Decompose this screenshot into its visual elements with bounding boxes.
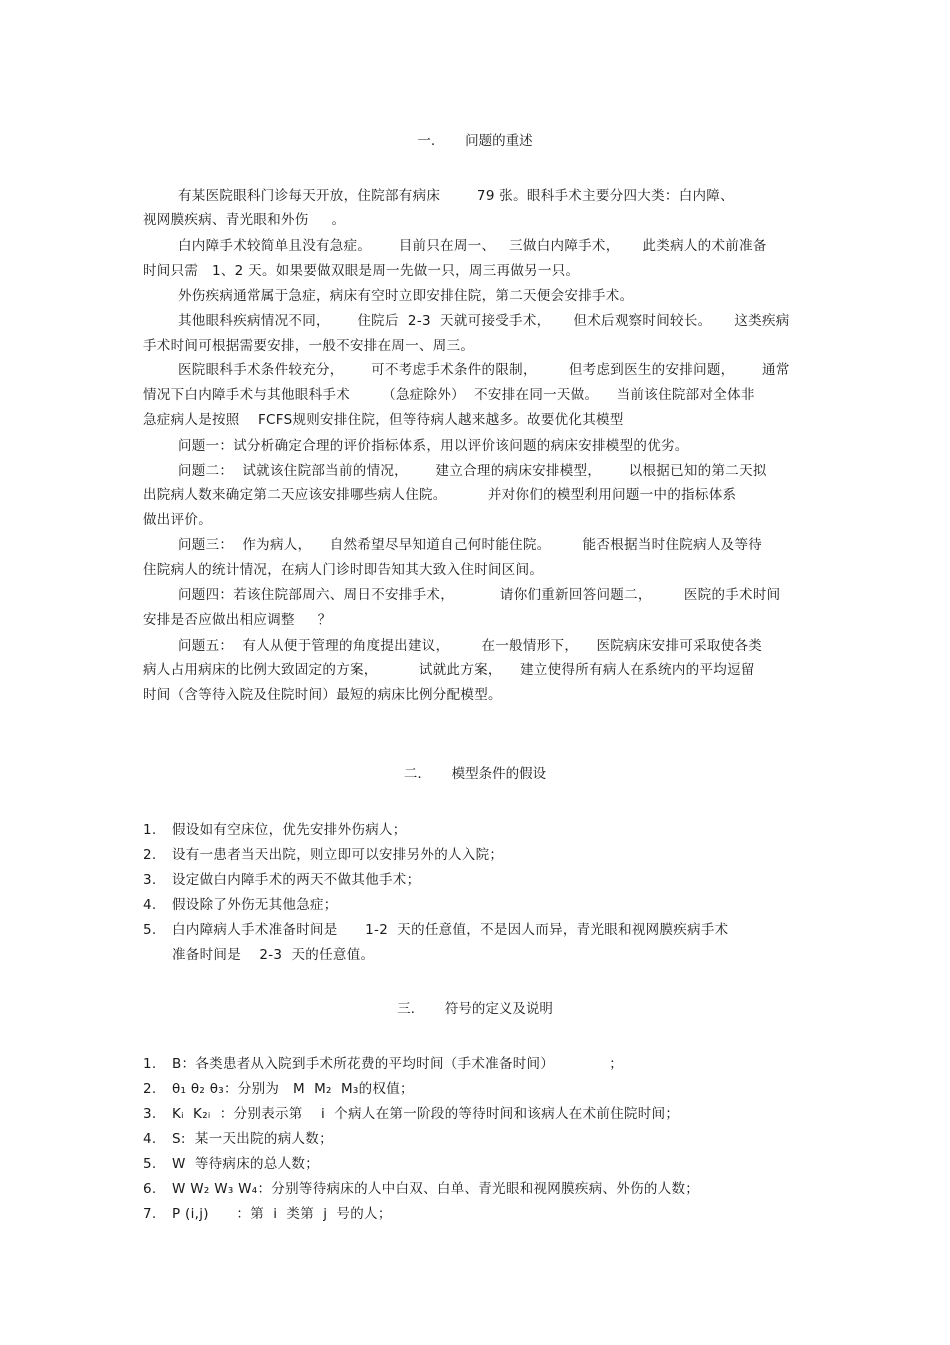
list-item-number: 7.: [143, 1206, 157, 1222]
paragraph-line: 住院病人的统计情况，在病人门诊时即告知其大致入住时间区间。: [143, 562, 544, 578]
list-item-text: 假设除了外伤无其他急症；: [172, 897, 338, 913]
paragraph-line: 急症病人是按照 FCFS规则安排住院，但等待病人越来越多。故要优化其模型: [143, 412, 624, 428]
section-number: 三.: [397, 1001, 415, 1017]
list-item: [143, 1177, 699, 1197]
list-item-text: B：各类患者从入院到手术所花费的平均时间（手术准备时间） ；: [172, 1056, 624, 1072]
list-item-number: 6.: [143, 1181, 157, 1197]
paragraph-line: 问题五： 有人从便于管理的角度提出建议， 在一般情形下， 医院病床安排可采取使各类: [178, 638, 763, 654]
list-item-text: 假设如有空床位，优先安排外伤病人；: [172, 822, 407, 838]
list-item: [143, 843, 503, 863]
list-item: [143, 1202, 392, 1222]
list-item: [143, 868, 420, 888]
section-heading-1: [0, 129, 950, 149]
list-item-number: 3.: [143, 872, 157, 888]
list-item: [143, 918, 728, 938]
paragraph-line: 有某医院眼科门诊每天开放，住院部有病床 79 张。眼科手术主要分四大类：白内障、: [178, 188, 734, 204]
list-item: [143, 1077, 414, 1097]
section-title: 模型条件的假设: [451, 766, 547, 782]
list-item: [143, 893, 338, 913]
paragraph-line: 做出评价。: [143, 512, 212, 528]
list-item-number: 2.: [143, 847, 157, 863]
list-item-number: 1.: [143, 1056, 157, 1072]
list-item: [143, 818, 407, 838]
list-item: [143, 1052, 623, 1072]
paragraph-line: 外伤疾病通常属于急症，病床有空时立即安排住院，第二天便会安排手术。: [178, 288, 634, 304]
list-item-text: P (i,j) ：第 i 类第 j 号的人；: [172, 1206, 392, 1222]
section-heading-3: [0, 997, 950, 1017]
list-item: [143, 1152, 319, 1172]
list-item-number: 5.: [143, 922, 157, 938]
section-number: 二.: [403, 766, 422, 782]
paragraph-line: 出院病人数来确定第二天应该安排哪些病人住院。 并对你们的模型利用问题一中的指标体系: [143, 487, 737, 503]
list-item-number: 4.: [143, 897, 157, 913]
section-title: 符号的定义及说明: [444, 1001, 553, 1017]
paragraph-line: 手术时间可根据需要安排，一般不安排在周一、周三。: [143, 338, 475, 354]
section-number: 一.: [417, 133, 436, 149]
paragraph-line: 问题二： 试就该住院部当前的情况， 建立合理的病床安排模型， 以根据已知的第二天拟: [178, 463, 767, 479]
list-item-number: 4.: [143, 1131, 157, 1147]
paragraph-line: 视网膜疾病、青光眼和外伤 。: [143, 212, 346, 228]
list-item-number: 3.: [143, 1106, 157, 1122]
list-item-text: 设有一患者当天出院，则立即可以安排另外的人入院；: [172, 847, 504, 863]
list-item-text: θ₁ θ₂ θ₃：分别为 M M₂ M₃的权值；: [172, 1081, 414, 1097]
paragraph-line: 问题三： 作为病人， 自然希望尽早知道自己何时能住院。 能否根据当时住院病人及等待: [178, 537, 763, 553]
paragraph-line: 时间只需 1、2 天。如果要做双眼是周一先做一只，周三再做另一只。: [143, 263, 580, 279]
list-item-text: S: 某一天出院的病人数；: [172, 1131, 333, 1147]
list-item-text: W W₂ W₃ W₄：分别等待病床的人中白双、白单、青光眼和视网膜疾病、外伤的人数；: [172, 1181, 700, 1197]
paragraph-line: 其他眼科疾病情况不同， 住院后 2-3 天就可接受手术， 但术后观察时间较长。 这类疾病: [178, 313, 790, 329]
paragraph-line: 时间（含等待入院及住院时间）最短的病床比例分配模型。: [143, 687, 502, 703]
list-item-text: 白内障病人手术准备时间是 1-2 天的任意值，不是因人而异，青光眼和视网膜疾病手术: [172, 922, 729, 938]
section-heading-2: [0, 762, 950, 782]
list-item: [143, 1102, 679, 1122]
paragraph-line: 安排是否应做出相应调整 ？: [143, 612, 332, 628]
list-item-text: 设定做白内障手术的两天不做其他手术；: [172, 872, 421, 888]
list-item-text: Kᵢ K₂ᵢ ：分别表示第 i 个病人在第一阶段的等待时间和该病人在术前住院时间；: [172, 1106, 680, 1122]
paragraph-line: 医院眼科手术条件较充分， 可不考虑手术条件的限制， 但考虑到医生的安排问题， 通常: [178, 362, 790, 378]
list-item-number: 5.: [143, 1156, 157, 1172]
list-item-text: W 等待病床的总人数；: [172, 1156, 320, 1172]
section-title: 问题的重述: [465, 133, 533, 149]
list-item-number: 2.: [143, 1081, 157, 1097]
paragraph-line: 问题一：试分析确定合理的评价指标体系，用以评价该问题的病床安排模型的优劣。: [178, 438, 689, 454]
list-item-number: 1.: [143, 822, 157, 838]
paragraph-line: 情况下白内障手术与其他眼科手术 （急症除外） 不安排在同一天做。 当前该住院部对全体非: [143, 387, 755, 403]
paragraph-line: 病人占用病床的比例大致固定的方案， 试就此方案， 建立使得所有病人在系统内的平均逗留: [143, 662, 755, 678]
list-item: [143, 1127, 333, 1147]
paragraph-line: 白内障手术较简单且没有急症。 目前只在周一、 三做白内障手术， 此类病人的术前准备: [178, 238, 767, 254]
list-item-continuation: 准备时间是 2-3 天的任意值。: [172, 947, 375, 963]
paragraph-line: 问题四：若该住院部周六、周日不安排手术， 请你们重新回答问题二， 医院的手术时间: [178, 587, 781, 603]
